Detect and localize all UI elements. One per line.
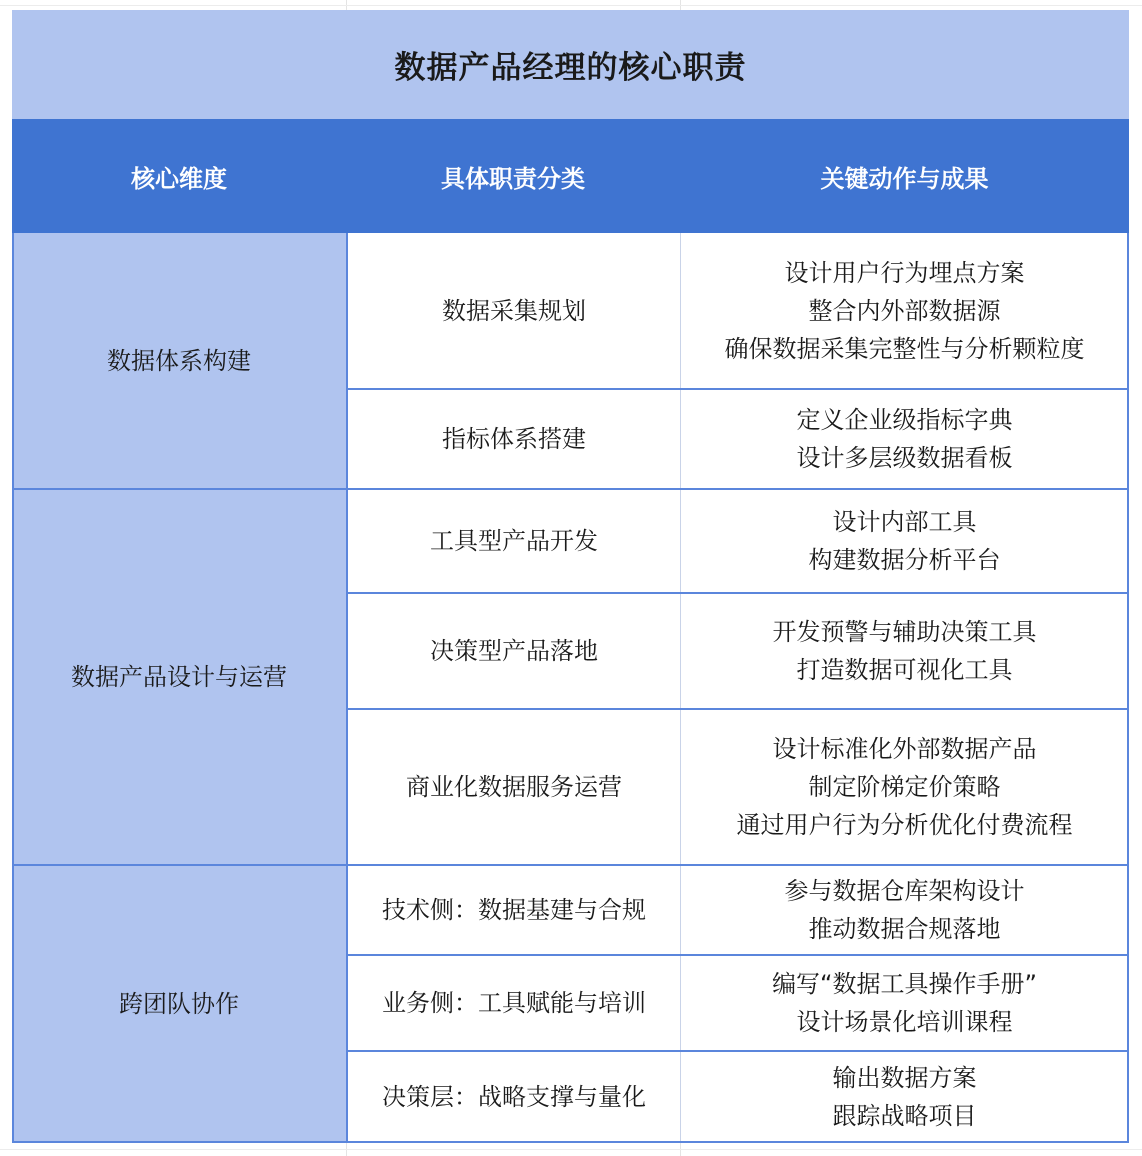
table-border: [680, 233, 681, 1143]
category-label: 商业化数据服务运营: [406, 773, 622, 801]
action-item: 输出数据方案: [832, 1064, 977, 1092]
actions-cell: [680, 233, 1129, 389]
dimension-cell: [12, 865, 346, 1143]
action-item: 构建数据分析平台: [808, 546, 1001, 574]
category-cell: [348, 489, 680, 593]
sheet-gridline: [0, 1149, 1142, 1150]
actions-cell: [680, 593, 1129, 709]
actions-cell: [680, 955, 1129, 1051]
category-label: 工具型产品开发: [430, 527, 598, 555]
table-border: [12, 1141, 1129, 1143]
table-border: [346, 233, 348, 1143]
dimension-label: 跨团队协作: [119, 990, 239, 1018]
action-item: 参与数据仓库架构设计: [784, 877, 1025, 905]
table-header-row: [12, 119, 1129, 233]
action-item: 设计场景化培训课程: [796, 1008, 1013, 1036]
action-item: 推动数据合规落地: [808, 915, 1001, 943]
table-border: [348, 1050, 1129, 1052]
header-dimension: 核心维度: [131, 164, 227, 193]
dimension-label: 数据产品设计与运营: [71, 663, 287, 691]
table-border: [1127, 233, 1129, 1143]
action-item: 通过用户行为分析优化付费流程: [736, 811, 1073, 839]
action-item: 定义企业级指标字典: [796, 406, 1013, 434]
table-border: [348, 708, 1129, 710]
dimension-cell: [12, 233, 346, 489]
table-title: 数据产品经理的核心职责: [12, 10, 1129, 119]
actions-cell: [680, 865, 1129, 955]
dimension-cell: [12, 489, 346, 865]
actions-cell: [680, 389, 1129, 489]
header-actions: 关键动作与成果: [820, 164, 989, 193]
actions-cell: [680, 1051, 1129, 1143]
action-item: 打造数据可视化工具: [796, 656, 1013, 684]
category-cell: [348, 593, 680, 709]
header-category: 具体职责分类: [441, 164, 585, 193]
action-item: 开发预警与辅助决策工具: [772, 618, 1037, 646]
action-item: 整合内外部数据源: [808, 297, 1001, 325]
action-item: 设计内部工具: [832, 508, 977, 536]
category-cell: [348, 865, 680, 955]
action-item: 跟踪战略项目: [832, 1102, 977, 1130]
table-border: [12, 488, 1129, 490]
actions-cell: [680, 709, 1129, 865]
table-border: [12, 864, 1129, 866]
table-border: [348, 388, 1129, 390]
table-border: [348, 592, 1129, 594]
action-item: 确保数据采集完整性与分析颗粒度: [724, 335, 1085, 363]
category-label: 业务侧：工具赋能与培训: [382, 989, 646, 1017]
table-border: [12, 233, 14, 1143]
action-item: 编写“数据工具操作手册”: [772, 970, 1037, 998]
category-label: 技术侧：数据基建与合规: [382, 896, 646, 924]
responsibility-table: [12, 10, 1129, 1143]
table-border: [348, 954, 1129, 956]
action-item: 制定阶梯定价策略: [808, 773, 1001, 801]
category-cell: [348, 1051, 680, 1143]
actions-cell: [680, 489, 1129, 593]
category-cell: [348, 233, 680, 389]
category-label: 数据采集规划: [442, 297, 586, 325]
dimension-label: 数据体系构建: [107, 347, 251, 375]
category-label: 决策层：战略支撑与量化: [382, 1083, 646, 1111]
category-label: 决策型产品落地: [430, 637, 598, 665]
sheet-gridline: [0, 5, 1142, 6]
action-item: 设计标准化外部数据产品: [772, 735, 1037, 763]
category-cell: [348, 955, 680, 1051]
category-cell: [348, 389, 680, 489]
action-item: 设计用户行为埋点方案: [784, 259, 1025, 287]
category-cell: [348, 709, 680, 865]
category-label: 指标体系搭建: [442, 425, 586, 453]
action-item: 设计多层级数据看板: [796, 444, 1013, 472]
